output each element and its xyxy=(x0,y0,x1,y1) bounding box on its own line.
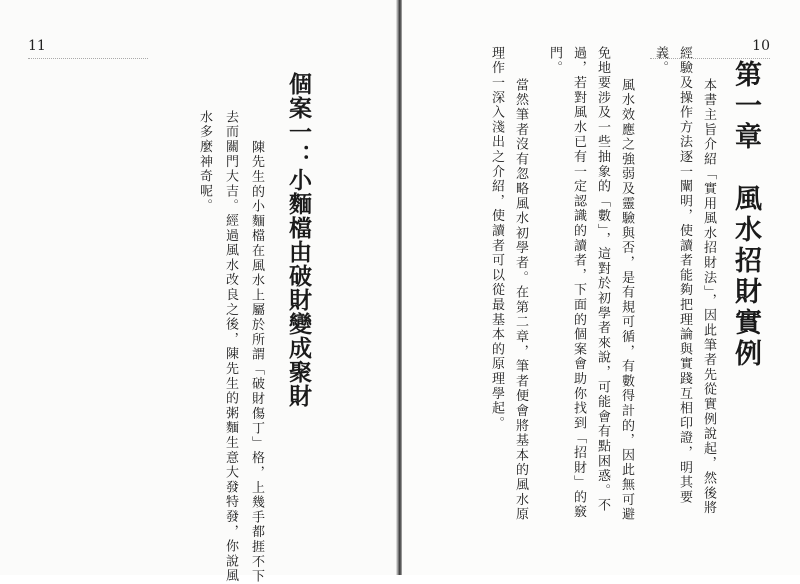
case-title: 個案一：小麵檔由破財變成聚財 xyxy=(285,72,311,408)
page-number-right: 10 xyxy=(752,38,770,54)
right-paragraph-line: 風水效應之強弱及靈驗與否，是有規可循，有數得計的，因此無可避 xyxy=(619,78,634,522)
right-paragraph-line: 理作一深入淺出之介紹，使讀者可以從最基本的原理學起。 xyxy=(489,46,504,431)
header-rule-right xyxy=(650,58,770,59)
left-paragraph-line: 水多麼神奇呢。 xyxy=(197,110,212,214)
right-paragraph-line: 本書主旨介紹「實用風水招財法」，因此筆者先從實例說起，然後將 xyxy=(701,78,716,516)
right-paragraph-line: 義。 xyxy=(653,46,668,76)
right-paragraph-line: 免地要涉及一些抽象的「數」，這對於初學者來說，可能會有點困惑。不 xyxy=(595,46,610,514)
right-page xyxy=(402,0,800,575)
left-paragraph-line: 去而關門大吉。經過風水改良之後，陳先生的粥麵生意大發特發，你說風 xyxy=(223,110,238,584)
right-paragraph-line: 過，若對風水已有一定認識的讀者，下面的個案會助你找到「招財」的竅 xyxy=(571,46,586,520)
chapter-title: 第一章 風水招財實例 xyxy=(730,60,761,370)
right-paragraph-line: 經驗及操作方法逐一闡明，使讀者能夠把理論與實踐互相印證，明其要 xyxy=(677,46,692,505)
page-number-left: 11 xyxy=(28,38,46,54)
left-page xyxy=(0,0,398,584)
header-rule-left xyxy=(28,58,148,59)
right-paragraph-line: 門。 xyxy=(547,46,562,76)
right-paragraph-line: 當然筆者沒有忽略風水初學者。在第二章，筆者便會將基本的風水原 xyxy=(513,78,528,522)
left-paragraph-line: 陳先生的小麵檔在風水上屬於所謂「破財傷丁」格，上幾手都捱不下 xyxy=(249,140,264,584)
